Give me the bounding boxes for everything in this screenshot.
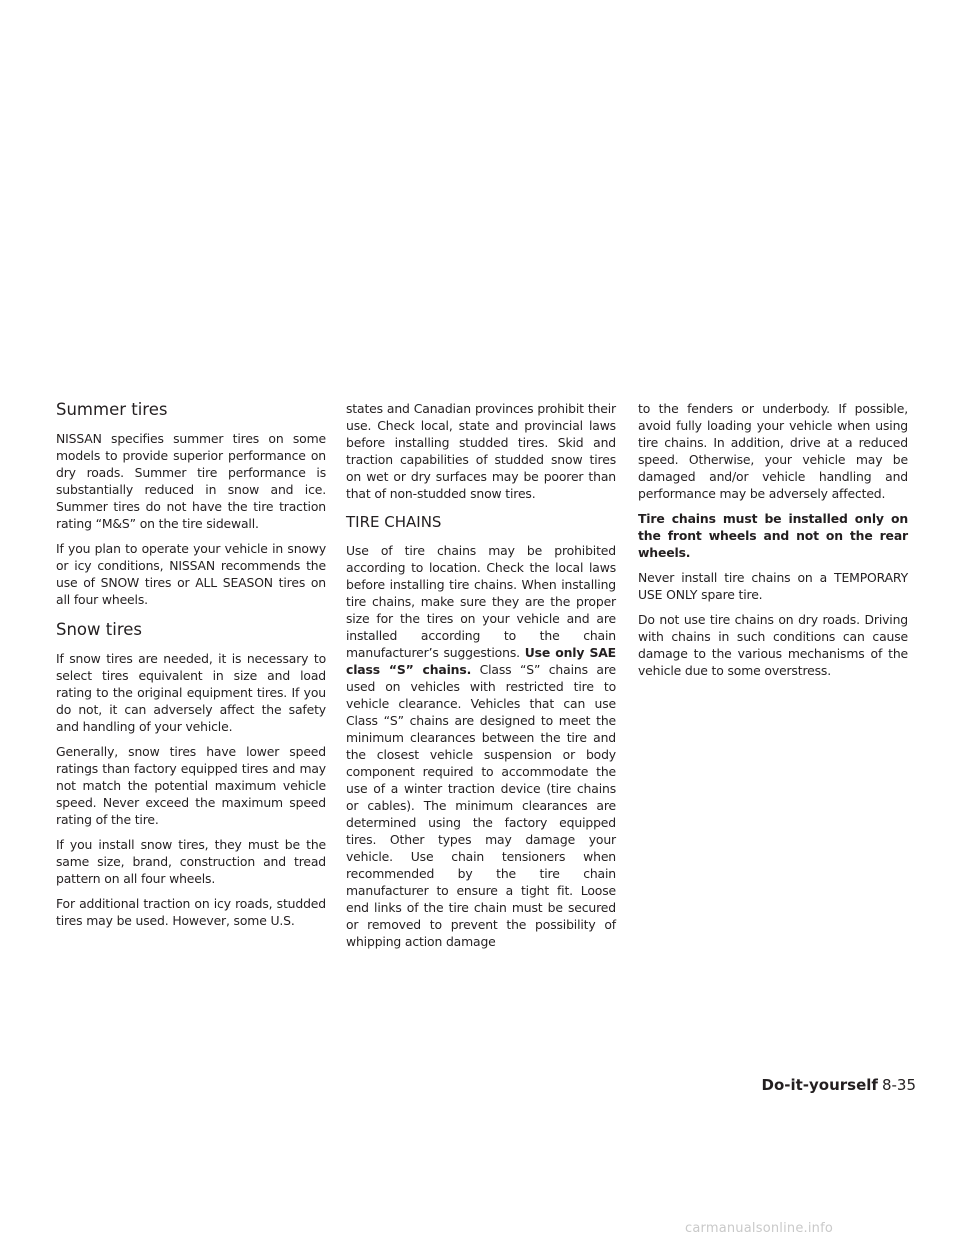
- paragraph: Generally, snow tires have lower speed ratings than factory equipped tires and may not match the potential maximum vehicle speed. Never exceed the maximum speed rating of the tire.: [56, 744, 326, 827]
- bold-text-sae-class: Use only SAE class “S” chains.: [346, 645, 616, 677]
- paragraph: to the fenders or underbody. If possible, avoid fully loading your vehicle when using tire chains. In addition, drive at a reduced speed. Otherwise, your vehicle may be damaged and/or vehicle handling and performance may be adversely affected.: [638, 401, 908, 501]
- paragraph: Never install tire chains on a TEMPORARY USE ONLY spare tire.: [638, 570, 908, 602]
- watermark: carmanualsonline.info: [685, 1221, 834, 1236]
- paragraph: Do not use tire chains on dry roads. Driving with chains in such conditions can cause damage to the various mechanisms of the vehicle due to some overstress.: [638, 612, 908, 678]
- paragraph-tire-chains: [346, 542, 616, 950]
- page-footer: [762, 1076, 917, 1094]
- text-run: Class “S” chains are used on vehicles with restricted tire to vehicle clearance. Vehicles that can use Class “S” chains are designed to meet the minimum clearances between the tire and the closest vehicle suspension or body component required to accommodate the use of a winter traction device (tire chains or cables). The minimum clearances are determined using the factory equipped tires. Other types may damage your vehicle. Use chain tensioners when recommended by the tire chain manufacturer to ensure a tight fit. Loose end links of the tire chain must be secured or removed to prevent the possibility of whipping action damage: [346, 662, 616, 949]
- column-right: [638, 400, 908, 687]
- paragraph: For additional traction on icy roads, studded tires may be used. However, some U.S.: [56, 896, 326, 928]
- column-left: [56, 400, 326, 937]
- paragraph: NISSAN specifies summer tires on some models to provide superior performance on dry roads. Summer tire performance is substantially reduced in snow and ice. Summer tires do not have the tire traction rating “M&S” on the tire sidewall.: [56, 431, 326, 531]
- paragraph: If you plan to operate your vehicle in snowy or icy conditions, NISSAN recommends the use of SNOW tires or ALL SEASON tires on all four wheels.: [56, 541, 326, 607]
- paragraph: If you install snow tires, they must be the same size, brand, construction and tread pattern on all four wheels.: [56, 837, 326, 886]
- section-title-summer-tires: Summer tires: [56, 400, 168, 419]
- paragraph: states and Canadian provinces prohibit their use. Check local, state and provincial laws before installing studded tires. Skid and traction capabilities of studded snow tires on wet or dry surfaces may be poorer than that of non-studded snow tires.: [346, 401, 616, 501]
- section-title-snow-tires: Snow tires: [56, 620, 142, 639]
- warning-paragraph: [638, 510, 908, 561]
- bold-warning-text: Tire chains must be installed only on the front wheels and not on the rear wheels.: [638, 511, 908, 560]
- footer-section-name: Do-it-yourself: [761, 1076, 878, 1094]
- page-number: 8-35: [881, 1076, 916, 1094]
- column-middle: [346, 400, 616, 958]
- text-run: Use of tire chains may be prohibited according to location. Check the local laws before installing tire chains. When installing tire chains, make sure they are the proper size for the tires on your vehicle and are installed according to the chain manufacturer’s suggestions.: [346, 543, 616, 660]
- section-title-tire-chains: TIRE CHAINS: [346, 513, 442, 531]
- paragraph: If snow tires are needed, it is necessary to select tires equivalent in size and load rating to the original equipment tires. If you do not, it can adversely affect the safety and handling of your vehicle.: [56, 651, 326, 734]
